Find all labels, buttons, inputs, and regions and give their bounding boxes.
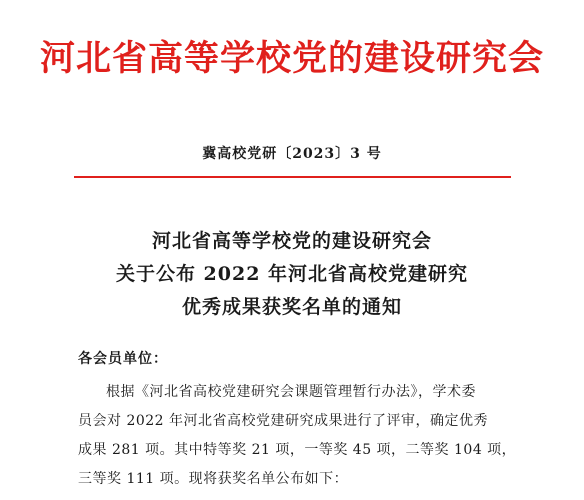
body-line-2: 员会对 2022 年河北省高校党建研究成果进行了评审，确定优秀 [78, 413, 489, 429]
organization-header: 河北省高等学校党的建设研究会 [39, 38, 544, 79]
document-number: 冀高校党研〔2023〕3 号 [202, 146, 382, 162]
salutation: 各会员单位： [78, 351, 168, 367]
notice-title-line-3: 优秀成果获奖名单的通知 [181, 296, 402, 318]
body-paragraph [78, 378, 517, 494]
body-line-3: 成果 281 项。其中特等奖 21 项，一等奖 45 项，二等奖 104 项， [78, 442, 517, 458]
notice-title-line-2: 关于公布 2022 年河北省高校党建研究 [115, 263, 469, 285]
body-line-4: 三等奖 111 项。现将获奖名单公布如下： [78, 471, 349, 487]
notice-title [0, 225, 584, 324]
body-line-1: 根据《河北省高校党建研究会课题管理暂行办法》，学术委 [106, 384, 476, 400]
red-divider-line [74, 176, 511, 178]
notice-title-line-1: 河北省高等学校党的建设研究会 [151, 230, 432, 252]
